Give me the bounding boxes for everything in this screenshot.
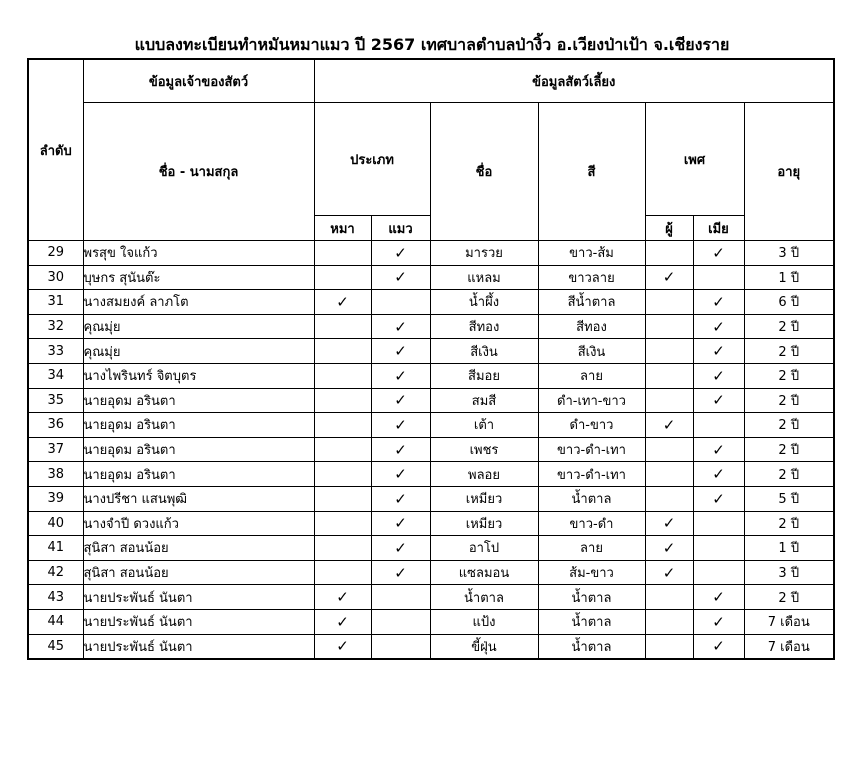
row-number-cell: 31 <box>28 290 83 315</box>
pet-age-cell: 2 ปี <box>744 462 834 487</box>
table-row <box>28 462 834 487</box>
dog-check-cell <box>314 486 371 511</box>
cat-check-cell <box>371 290 430 315</box>
pet-color-cell: ขาว-ดำ <box>538 511 645 536</box>
cat-check-cell: ✓ <box>371 314 430 339</box>
dog-check-cell <box>314 388 371 413</box>
female-check-cell: ✓ <box>693 241 744 266</box>
table-row <box>28 290 834 315</box>
dog-check-cell: ✓ <box>314 609 371 634</box>
dog-check-cell <box>314 536 371 561</box>
dog-check-cell <box>314 363 371 388</box>
pet-age-cell: 1 ปี <box>744 536 834 561</box>
pet-age-cell: 2 ปี <box>744 339 834 364</box>
pet-color-cell: ลาย <box>538 363 645 388</box>
row-number-cell: 43 <box>28 585 83 610</box>
pet-color-cell: ขาว-ดำ-เทา <box>538 462 645 487</box>
pet-name-cell: อาโป <box>430 536 538 561</box>
owner-name-cell: คุณมุ่ย <box>83 339 314 364</box>
female-check-cell <box>693 413 744 438</box>
dog-check-cell <box>314 560 371 585</box>
pet-color-cell: น้ำตาล <box>538 486 645 511</box>
table-row <box>28 437 834 462</box>
pet-age-cell: 6 ปี <box>744 290 834 315</box>
owner-name-cell: นายอุดม อรินตา <box>83 437 314 462</box>
male-check-cell: ✓ <box>645 536 693 561</box>
owner-name-cell: นางไพรินทร์ จิตบุตร <box>83 363 314 388</box>
row-number-cell: 41 <box>28 536 83 561</box>
cat-check-cell <box>371 585 430 610</box>
pet-age-cell: 2 ปี <box>744 413 834 438</box>
male-check-cell <box>645 437 693 462</box>
pet-color-cell: สีเงิน <box>538 339 645 364</box>
owner-name-cell: นายประพันธ์ นันตา <box>83 609 314 634</box>
dog-check-cell <box>314 437 371 462</box>
female-check-cell: ✓ <box>693 486 744 511</box>
table-row <box>28 241 834 266</box>
color-header: สี <box>538 103 645 241</box>
table-row <box>28 609 834 634</box>
row-number-cell: 38 <box>28 462 83 487</box>
pet-name-cell: แป้ง <box>430 609 538 634</box>
row-number-cell: 39 <box>28 486 83 511</box>
female-check-cell: ✓ <box>693 363 744 388</box>
row-number-cell: 32 <box>28 314 83 339</box>
cat-check-cell: ✓ <box>371 560 430 585</box>
row-number-cell: 35 <box>28 388 83 413</box>
male-check-cell: ✓ <box>645 560 693 585</box>
row-number-cell: 40 <box>28 511 83 536</box>
pet-name-cell: สมสี <box>430 388 538 413</box>
male-check-cell <box>645 339 693 364</box>
cat-check-cell: ✓ <box>371 339 430 364</box>
pet-name-cell: แหลม <box>430 265 538 290</box>
female-check-cell: ✓ <box>693 437 744 462</box>
owner-name-cell: พรสุข ใจแก้ว <box>83 241 314 266</box>
male-check-cell <box>645 290 693 315</box>
pet-color-cell: ดำ-ขาว <box>538 413 645 438</box>
dog-header: หมา <box>314 216 371 241</box>
pet-color-cell: น้ำตาล <box>538 634 645 659</box>
table-row <box>28 585 834 610</box>
page-title: แบบลงทะเบียนทำหมันหมาแมว ปี 2567 เทศบาลตำบลป่างิ้ว อ.เวียงป่าเป้า จ.เชียงราย <box>134 35 730 54</box>
owner-name-cell: นางสมยงค์ ลาภโต <box>83 290 314 315</box>
pet-name-cell: สีเงิน <box>430 339 538 364</box>
table-row <box>28 560 834 585</box>
pet-color-cell: ส้ม-ขาว <box>538 560 645 585</box>
pet-name-cell: พลอย <box>430 462 538 487</box>
cat-check-cell: ✓ <box>371 462 430 487</box>
female-check-cell <box>693 265 744 290</box>
table-row <box>28 314 834 339</box>
row-number-cell: 33 <box>28 339 83 364</box>
dog-check-cell: ✓ <box>314 290 371 315</box>
cat-check-cell: ✓ <box>371 265 430 290</box>
table-row <box>28 634 834 659</box>
table-row <box>28 363 834 388</box>
pet-age-cell: 2 ปี <box>744 314 834 339</box>
female-check-cell: ✓ <box>693 290 744 315</box>
dog-check-cell: ✓ <box>314 585 371 610</box>
row-number-cell: 34 <box>28 363 83 388</box>
pet-color-cell: ขาว-ดำ-เทา <box>538 437 645 462</box>
owner-name-cell: นายอุดม อรินตา <box>83 388 314 413</box>
pet-name-cell: มารวย <box>430 241 538 266</box>
row-number-cell: 36 <box>28 413 83 438</box>
cat-check-cell: ✓ <box>371 241 430 266</box>
male-check-cell <box>645 462 693 487</box>
pet-color-cell: ลาย <box>538 536 645 561</box>
cat-check-cell: ✓ <box>371 486 430 511</box>
male-check-cell: ✓ <box>645 265 693 290</box>
male-check-cell <box>645 363 693 388</box>
pet-name-cell: เต้า <box>430 413 538 438</box>
pet-color-cell: ขาว-ส้ม <box>538 241 645 266</box>
sex-header: เพศ <box>645 103 744 216</box>
female-check-cell: ✓ <box>693 585 744 610</box>
pet-color-cell: สีน้ำตาล <box>538 290 645 315</box>
owner-name-cell: นายประพันธ์ นันตา <box>83 585 314 610</box>
owner-name-cell: นางจำปี ดวงแก้ว <box>83 511 314 536</box>
pet-name-cell: ขี้ฝุ่น <box>430 634 538 659</box>
cat-check-cell: ✓ <box>371 511 430 536</box>
female-check-cell <box>693 536 744 561</box>
table-row <box>28 536 834 561</box>
owner-name-cell: สุนิสา สอนน้อย <box>83 560 314 585</box>
cat-check-cell: ✓ <box>371 536 430 561</box>
pet-name-header: ชื่อ <box>430 103 538 241</box>
male-check-cell: ✓ <box>645 413 693 438</box>
cat-check-cell <box>371 609 430 634</box>
dog-check-cell <box>314 314 371 339</box>
table-row <box>28 265 834 290</box>
female-check-cell: ✓ <box>693 609 744 634</box>
owner-name-cell: บุษกร สุนันต๊ะ <box>83 265 314 290</box>
cat-check-cell: ✓ <box>371 388 430 413</box>
pet-name-cell: สีทอง <box>430 314 538 339</box>
dog-check-cell <box>314 413 371 438</box>
dog-check-cell: ✓ <box>314 634 371 659</box>
pet-color-cell: ขาวลาย <box>538 265 645 290</box>
cat-check-cell: ✓ <box>371 437 430 462</box>
pet-color-cell: สีทอง <box>538 314 645 339</box>
pet-name-cell: เพชร <box>430 437 538 462</box>
female-check-cell: ✓ <box>693 462 744 487</box>
pet-age-cell: 3 ปี <box>744 560 834 585</box>
pet-name-cell: น้ำตาล <box>430 585 538 610</box>
male-check-cell <box>645 388 693 413</box>
pet-color-cell: น้ำตาล <box>538 609 645 634</box>
owner-name-cell: นางปรีชา แสนพุฒิ <box>83 486 314 511</box>
pet-info-header: ข้อมูลสัตว์เลี้ยง <box>314 59 834 103</box>
table-row <box>28 339 834 364</box>
pet-name-cell: น้ำผึ้ง <box>430 290 538 315</box>
female-check-cell: ✓ <box>693 339 744 364</box>
pet-age-cell: 2 ปี <box>744 388 834 413</box>
pet-age-cell: 2 ปี <box>744 585 834 610</box>
pet-color-cell: น้ำตาล <box>538 585 645 610</box>
pet-age-cell: 2 ปี <box>744 511 834 536</box>
female-check-cell: ✓ <box>693 314 744 339</box>
pet-age-cell: 3 ปี <box>744 241 834 266</box>
row-number-cell: 29 <box>28 241 83 266</box>
female-check-cell: ✓ <box>693 634 744 659</box>
pet-name-cell: แซลมอน <box>430 560 538 585</box>
owner-name-cell: นายประพันธ์ นันตา <box>83 634 314 659</box>
dog-check-cell <box>314 462 371 487</box>
age-header: อายุ <box>744 103 834 241</box>
registration-table <box>27 58 835 660</box>
male-check-cell <box>645 634 693 659</box>
pet-name-cell: สีมอย <box>430 363 538 388</box>
pet-name-cell: เหมียว <box>430 511 538 536</box>
male-check-cell: ✓ <box>645 511 693 536</box>
owner-name-cell: สุนิสา สอนน้อย <box>83 536 314 561</box>
table-row <box>28 486 834 511</box>
row-number-cell: 42 <box>28 560 83 585</box>
female-check-cell: ✓ <box>693 388 744 413</box>
male-check-cell <box>645 609 693 634</box>
owner-name-cell: คุณมุ่ย <box>83 314 314 339</box>
male-header: ผู้ <box>645 216 693 241</box>
row-number-cell: 30 <box>28 265 83 290</box>
male-check-cell <box>645 486 693 511</box>
pet-age-cell: 1 ปี <box>744 265 834 290</box>
row-number-cell: 44 <box>28 609 83 634</box>
male-check-cell <box>645 314 693 339</box>
pet-age-cell: 7 เดือน <box>744 609 834 634</box>
pet-name-cell: เหมียว <box>430 486 538 511</box>
cat-check-cell <box>371 634 430 659</box>
dog-check-cell <box>314 511 371 536</box>
table-row <box>28 413 834 438</box>
owner-name-cell: นายอุดม อรินตา <box>83 413 314 438</box>
pet-age-cell: 5 ปี <box>744 486 834 511</box>
owner-name-header: ชื่อ - นามสกุล <box>83 103 314 241</box>
male-check-cell <box>645 585 693 610</box>
female-check-cell <box>693 511 744 536</box>
female-check-cell <box>693 560 744 585</box>
order-header: ลำดับ <box>28 59 83 241</box>
table-row <box>28 388 834 413</box>
table-body <box>28 241 834 660</box>
owner-name-cell: นายอุดม อรินตา <box>83 462 314 487</box>
female-header: เมีย <box>693 216 744 241</box>
cat-header: แมว <box>371 216 430 241</box>
pet-age-cell: 7 เดือน <box>744 634 834 659</box>
pet-age-cell: 2 ปี <box>744 437 834 462</box>
row-number-cell: 37 <box>28 437 83 462</box>
pet-age-cell: 2 ปี <box>744 363 834 388</box>
male-check-cell <box>645 241 693 266</box>
dog-check-cell <box>314 241 371 266</box>
row-number-cell: 45 <box>28 634 83 659</box>
table-row <box>28 511 834 536</box>
dog-check-cell <box>314 265 371 290</box>
pet-color-cell: ดำ-เทา-ขาว <box>538 388 645 413</box>
dog-check-cell <box>314 339 371 364</box>
cat-check-cell: ✓ <box>371 413 430 438</box>
owner-info-header: ข้อมูลเจ้าของสัตว์ <box>83 59 314 103</box>
type-header: ประเภท <box>314 103 430 216</box>
cat-check-cell: ✓ <box>371 363 430 388</box>
